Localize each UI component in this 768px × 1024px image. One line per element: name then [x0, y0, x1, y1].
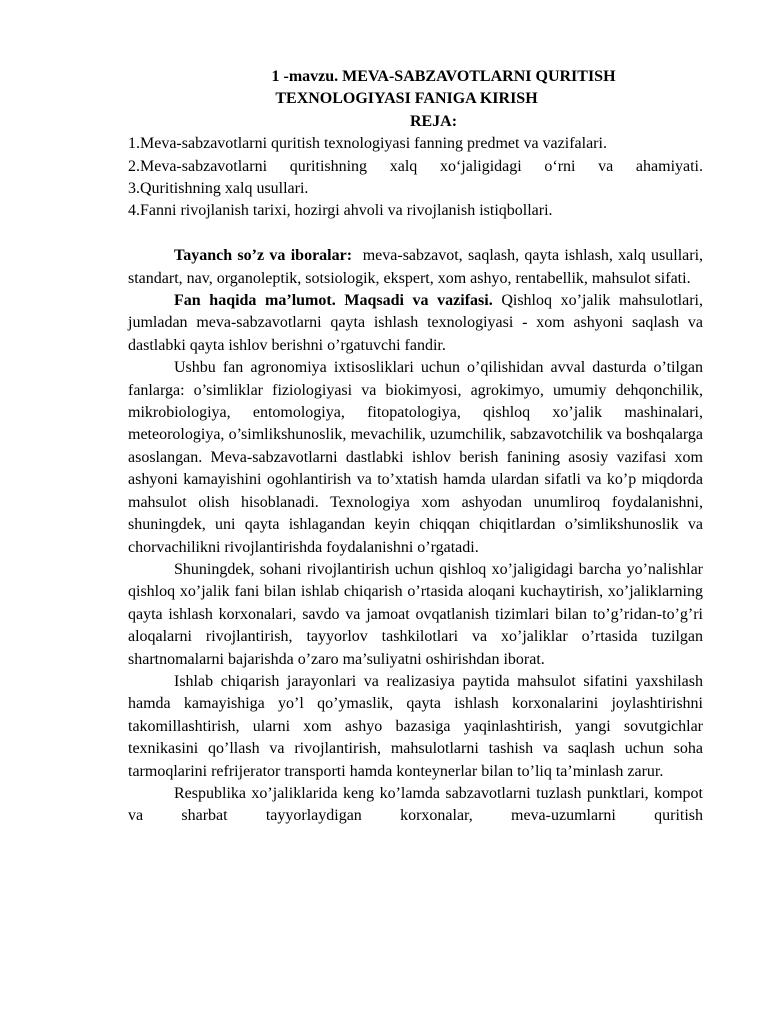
plan-item-1: 1.Meva-sabzavotlarni quritish texnologiyasi fanning predmet va vazifalari.	[128, 135, 607, 153]
title-line-1: 1 -mavzu. MEVA-SABZAVOTLARNI QURITISH	[271, 68, 616, 85]
title-line-2: TEXNOLOGIYASI FANIGA KIRISH	[275, 90, 538, 108]
about-text: Qishloq xo’jalik mahsulotlari, jumladan meva-sabzavotlarni qayta ishlash texnologiyasi - xom ashyoni saqlash va dastlabki qayta ishlov berishni o’rgatuvchi fandir.	[128, 292, 703, 354]
keywords-text: meva-sabzavot, saqlash, qayta ishlash, xalq usullari, standart, nav, organoleptik, sotsiologik, ekspert, xom ashyo, rentabellik, mahsulot sifati.	[128, 247, 704, 287]
plan-item-4: 4.Fanni rivojlanish tarixi, hozirgi ahvoli va rivojlanish istiqbollari.	[128, 202, 553, 220]
document-page	[128, 66, 703, 828]
plan-item-2: 2.Meva-sabzavotlarni quritishning xalq xo‘jaligidagi o‘rni va ahamiyati.	[128, 157, 703, 175]
body-paragraph-1: Ushbu fan agronomiya ixtisosliklari uchun o’qilishidan avval dasturda o’tilgan fanlarga: o’simliklar fiziologiyasi va biokimyosi, agrokimyo, umumiy dehqonchilik, mikrobiologiya, entomologiya, fitopatologiya, qishloq xo’jalik mashinalari, meteorologiya, o’simlikshunoslik, mevachilik, uzumchilik, sabzavotchilik va boshqalarga asoslangan. Meva-sabzavotlarni dastlabki ishlov berish fanining asosiy vazifasi xom ashyoni kamayishini ogohlantirish va to’xtatish hamda ulardan sifatli va ko’p miqdorda mahsulot olish hisoblanadi. Texnologiya xom ashyodan unumliroq foydalanishni, shuningdek, uni qayta ishlagandan keyin chiqqan chiqitlardan o’simlikshunoslik va chorvachilikni rivojlantirishda foydalanishni o’rgatadi.	[128, 359, 703, 556]
keywords-paragraph	[128, 245, 703, 290]
body-paragraph-2: Shuningdek, sohani rivojlantirish uchun qishloq xo’jaligidagi barcha yo’nalishlar qishloq xo’jalik fani bilan ishlab chiqarish o’rtasida aloqani kuchaytirish, xo’jaliklarning qayta ishlash korxonalari, savdo va jamoat ovqatlanish tizimlari bilan to’g’ridan-to’g’ri aloqalarni rivojlantirish, tayyorlov tashkilotlari va xo’jaliklar o’rtasida tuzilgan shartnomalarni bajarishda o’zaro ma’suliyatni oshirishdan iborat.	[128, 560, 703, 668]
plan-item-3: 3.Quritishning xalq usullari.	[128, 180, 309, 198]
keywords-label: Tayanch so’z va iboralar:	[174, 247, 353, 265]
document-title	[128, 66, 703, 111]
plan-heading: REJA:	[409, 112, 458, 130]
about-paragraph	[128, 290, 703, 357]
about-label: Fan haqida ma’lumot. Maqsadi va vazifasi.	[174, 292, 493, 310]
body-paragraph-3: Ishlab chiqarish jarayonlari va realizasiya paytida mahsulot sifatini yaxshilash hamda kamayishiga yo’l qo’ymaslik, qayta ishlash korxonalarini joylashtirishni takomillashtirish, ularni xom ashyo bazasiga yaqinlashtirish, yangi sovutgichlar texnikasini qo’llash va rivojlantirish, mahsulotlarni tashish va saqlash uchun soha tarmoqlarini refrijerator transporti hamda konteynerlar bilan to’liq ta’minlash zarur.	[128, 672, 703, 780]
plan-list	[128, 133, 703, 223]
spacer	[128, 223, 703, 245]
body-paragraph-4: Respublika xo’jaliklarida keng ko’lamda sabzavotlarni tuzlash punktlari, kompot va sharbat tayyorlaydigan korxonalar, meva-uzumlarni quritish	[128, 784, 703, 825]
